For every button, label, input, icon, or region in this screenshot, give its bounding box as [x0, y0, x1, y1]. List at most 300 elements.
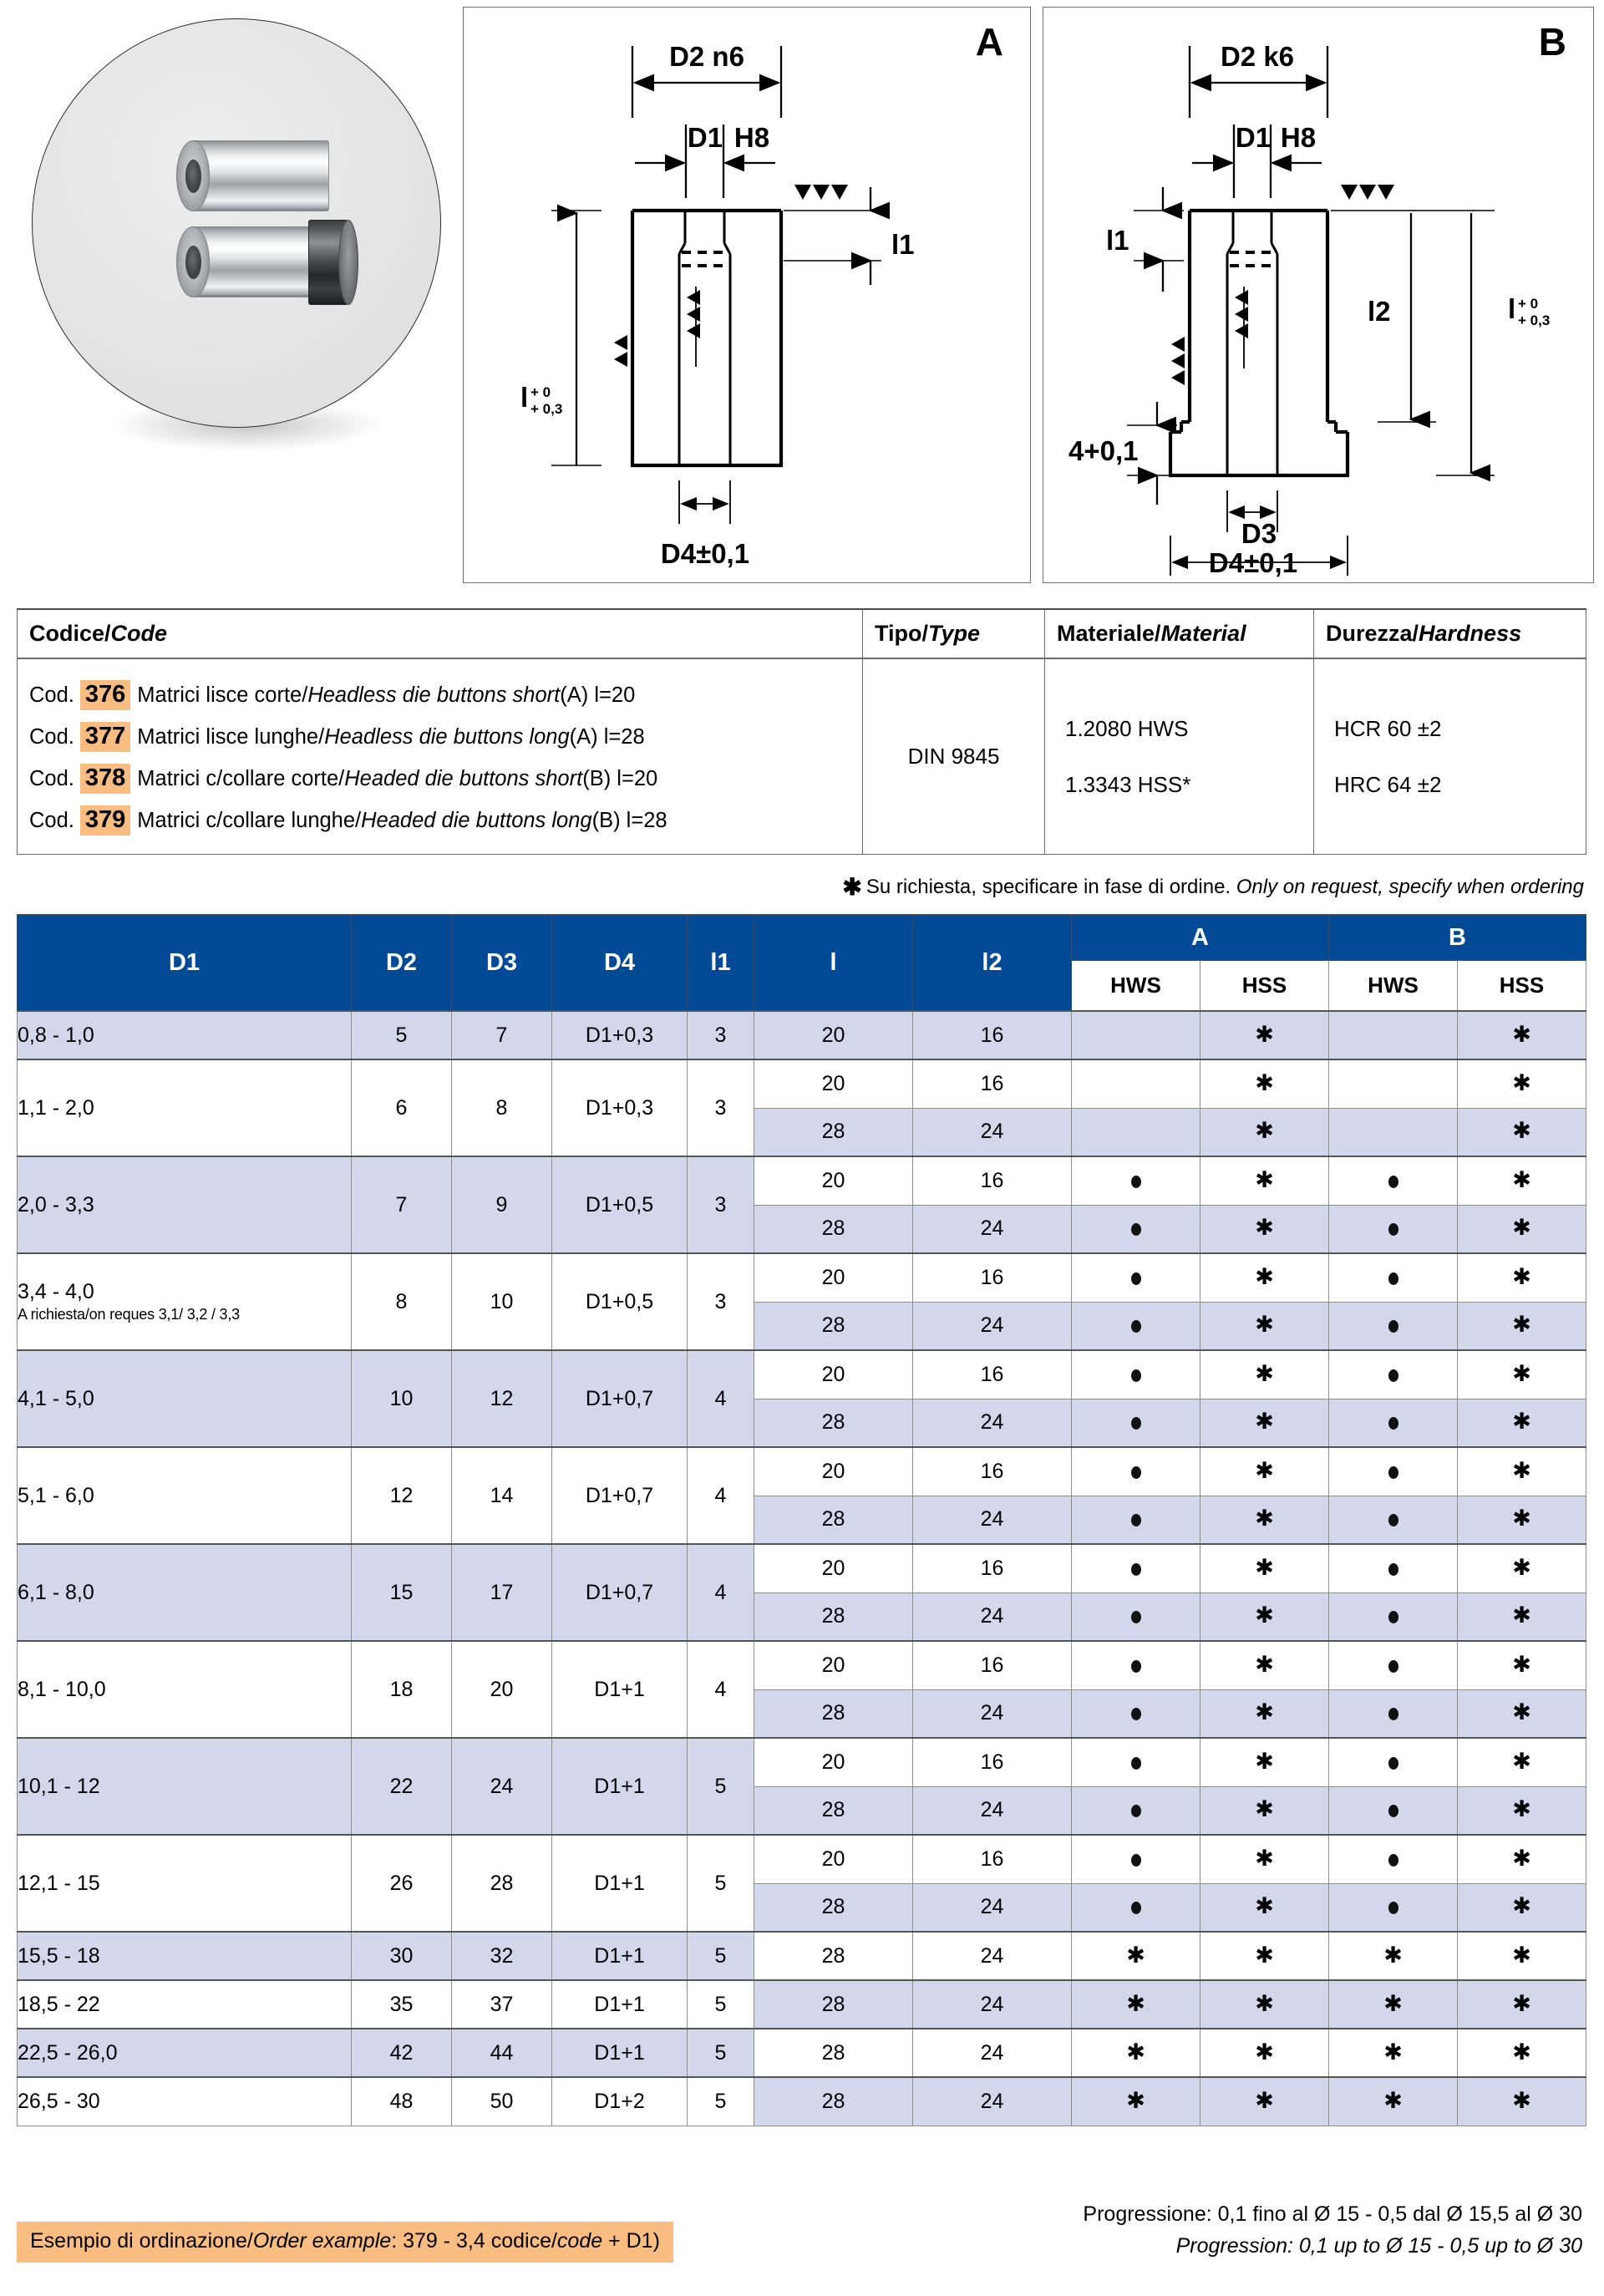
code-number-379: 379: [80, 805, 130, 836]
cell-a-hss: [1200, 1205, 1329, 1253]
cell-a-hss: [1200, 2077, 1329, 2126]
availability-star-icon: ✱: [1512, 1893, 1531, 1919]
col-header-a-hws: HWS: [1072, 961, 1200, 1012]
availability-star-icon: ✱: [1255, 1069, 1274, 1095]
headless-die-button-hole: [185, 160, 201, 193]
cell-a-hws: [1072, 1738, 1200, 1786]
cell-a-hws: [1072, 2029, 1200, 2077]
drawing-b-letter: B: [1538, 20, 1566, 63]
drawing-b-d3-label: D3: [1241, 518, 1277, 549]
availability-dot-icon: [1131, 1653, 1141, 1677]
type-header-it: Tipo/: [875, 621, 928, 646]
dimensions-table: [17, 914, 1586, 2126]
drawing-b-collar-label: 4+0,1: [1068, 435, 1139, 466]
cell-d2: 48: [352, 2077, 452, 2126]
table-row: [18, 1156, 1586, 1205]
cell-d3: 20: [452, 1641, 552, 1738]
cell-l: 28: [754, 1592, 913, 1641]
cell-d1: 22,5 - 26,0: [18, 2029, 352, 2077]
code-prefix-377: Cod.: [29, 724, 74, 749]
note-text-it: Su richiesta, specificare in fase di ordine.: [865, 876, 1231, 898]
cell-l1: 4: [688, 1447, 754, 1544]
availability-star-icon: ✱: [1255, 2039, 1274, 2065]
cell-b-hws: [1329, 1932, 1458, 1980]
cell-l2: 16: [913, 1350, 1072, 1399]
cell-l2: 16: [913, 1835, 1072, 1883]
technical-drawing-b: [1043, 7, 1594, 583]
cell-d4: D1+0,5: [552, 1253, 688, 1350]
availability-star-icon: ✱: [1255, 1360, 1274, 1386]
cell-d4: D1+0,7: [552, 1544, 688, 1641]
col-header-l1: l1: [688, 915, 754, 1011]
headless-die-button-body: [191, 140, 329, 211]
cell-d2: 6: [352, 1059, 452, 1156]
availability-dot-icon: [1131, 1750, 1141, 1774]
availability-dot-icon: [1131, 1847, 1141, 1871]
drawing-a-h8-label: H8: [733, 122, 770, 153]
code-table-header-code: [18, 609, 863, 658]
cell-a-hss: [1200, 1592, 1329, 1641]
table-row: [18, 2029, 1586, 2077]
availability-star-icon: ✱: [1255, 1312, 1274, 1338]
drawing-a-l-label: l: [520, 382, 529, 413]
code-suffix-376: (A) l=20: [560, 683, 636, 707]
cell-d3: 8: [452, 1059, 552, 1156]
col-header-d2: D2: [352, 915, 452, 1011]
cell-b-hws: [1329, 1205, 1458, 1253]
code-line-376[interactable]: [29, 680, 850, 710]
availability-dot-icon: [1388, 1653, 1398, 1677]
cell-a-hws: [1072, 1302, 1200, 1350]
cell-a-hss: [1200, 1108, 1329, 1156]
cell-a-hws: [1072, 1641, 1200, 1689]
cell-d4: D1+1: [552, 1738, 688, 1835]
roughness-symbol-outer: [614, 335, 627, 367]
availability-star-icon: ✱: [1126, 2039, 1145, 2065]
cell-d4: D1+0,7: [552, 1447, 688, 1544]
cell-d4: D1+0,5: [552, 1156, 688, 1253]
cell-d1: 15,5 - 18: [18, 1932, 352, 1980]
table-row: [18, 1980, 1586, 2029]
cell-d1-note: A richiesta/on reques 3,1/ 3,2 / 3,3: [18, 1306, 240, 1323]
cell-d2: 10: [352, 1350, 452, 1447]
cell-l: 20: [754, 1641, 913, 1689]
cell-d1: 6,1 - 8,0: [18, 1544, 352, 1641]
cell-l2: 16: [913, 1641, 1072, 1689]
cell-d1: 8,1 - 10,0: [18, 1641, 352, 1738]
progression-note: [1083, 2198, 1586, 2263]
cell-a-hws: [1072, 1011, 1200, 1059]
cell-d3: 32: [452, 1932, 552, 1980]
availability-star-icon: ✱: [1512, 1069, 1531, 1095]
type-header-en: Type: [928, 621, 981, 646]
availability-dot-icon: [1388, 1847, 1398, 1871]
cell-d3: 7: [452, 1011, 552, 1059]
cell-a-hss: [1200, 1156, 1329, 1205]
drawing-b-h8-label: H8: [1280, 122, 1317, 153]
availability-dot-icon: [1131, 1604, 1141, 1628]
cell-a-hws: [1072, 1883, 1200, 1932]
col-group-header-b: B: [1329, 915, 1586, 961]
cell-d1: 5,1 - 6,0: [18, 1447, 352, 1544]
availability-dot-icon: [1131, 1798, 1141, 1821]
cell-l2: 24: [913, 1786, 1072, 1835]
cell-a-hws: [1072, 1399, 1200, 1447]
availability-dot-icon: [1388, 1701, 1398, 1725]
cell-l1: 5: [688, 1738, 754, 1835]
cell-l: 20: [754, 1835, 913, 1883]
cell-b-hws: [1329, 1108, 1458, 1156]
cell-a-hss: [1200, 1835, 1329, 1883]
cell-l1: 3: [688, 1156, 754, 1253]
cell-l: 28: [754, 1108, 913, 1156]
cell-b-hss: [1458, 1156, 1586, 1205]
roughness-symbol-top: [794, 185, 848, 200]
cell-l2: 24: [913, 1399, 1072, 1447]
cell-l2: 16: [913, 1738, 1072, 1786]
cell-a-hws: [1072, 1932, 1200, 1980]
code-table-header-hardness: [1314, 609, 1586, 658]
cell-d3: 37: [452, 1980, 552, 2029]
cell-l: 20: [754, 1011, 913, 1059]
cell-a-hss: [1200, 1059, 1329, 1108]
hardness-value-cell: [1314, 658, 1586, 855]
code-desc-it-378: Matrici c/collare corte/: [137, 766, 345, 790]
roughness-symbol-top-b: [1341, 185, 1394, 200]
cell-l: 20: [754, 1544, 913, 1592]
cell-l2: 16: [913, 1253, 1072, 1302]
availability-dot-icon: [1388, 1363, 1398, 1386]
roughness-symbol-bore-b: [1235, 290, 1248, 338]
cell-d2: 35: [352, 1980, 452, 2029]
cell-d1: 4,1 - 5,0: [18, 1350, 352, 1447]
table-row: [18, 1544, 1586, 1592]
availability-dot-icon: [1388, 1895, 1398, 1918]
availability-star-icon: ✱: [1383, 2039, 1403, 2065]
code-number-378: 378: [80, 764, 130, 794]
cell-d2: 18: [352, 1641, 452, 1738]
request-note: [17, 873, 1586, 901]
col-header-l2: l2: [913, 915, 1072, 1011]
availability-star-icon: ✱: [1255, 1699, 1274, 1725]
availability-star-icon: ✱: [1512, 1506, 1531, 1532]
availability-star-icon: ✱: [1383, 1990, 1403, 2016]
cell-a-hss: [1200, 1399, 1329, 1447]
cell-b-hss: [1458, 1205, 1586, 1253]
availability-star-icon: ✱: [1383, 2087, 1403, 2113]
dimensions-header-row-1: [18, 915, 1586, 961]
cell-d1: 12,1 - 15: [18, 1835, 352, 1932]
code-suffix-378: (B) l=20: [582, 766, 658, 790]
material-line-2: 1.3343 HSS*: [1065, 771, 1191, 797]
code-header-it: Codice/: [29, 621, 111, 646]
cell-a-hws: [1072, 1544, 1200, 1592]
availability-dot-icon: [1388, 1798, 1398, 1821]
cell-a-hws: [1072, 1156, 1200, 1205]
drawing-b-d1-label: D1: [1235, 122, 1272, 153]
cell-l2: 16: [913, 1544, 1072, 1592]
cell-a-hws: [1072, 1350, 1200, 1399]
cell-d3: 24: [452, 1738, 552, 1835]
table-row: [18, 1835, 1586, 1883]
headed-die-button-hole-2: [185, 246, 201, 279]
page-footer: [17, 2198, 1586, 2263]
drawing-a-letter: A: [975, 20, 1003, 63]
availability-star-icon: ✱: [1255, 1506, 1274, 1532]
cell-l: 28: [754, 1980, 913, 2029]
cell-d1: 2,0 - 3,3: [18, 1156, 352, 1253]
code-table-header-row: [18, 609, 1586, 658]
cell-d1: 1,1 - 2,0: [18, 1059, 352, 1156]
cell-l1: 5: [688, 2029, 754, 2077]
availability-dot-icon: [1388, 1750, 1398, 1774]
cell-l2: 16: [913, 1059, 1072, 1108]
availability-star-icon: ✱: [1255, 1796, 1274, 1822]
order-example-en: Order example: [252, 2229, 392, 2253]
cell-l: 28: [754, 1205, 913, 1253]
cell-b-hws: [1329, 1641, 1458, 1689]
cell-b-hss: [1458, 1592, 1586, 1641]
availability-star-icon: ✱: [1512, 1312, 1531, 1338]
cell-d2: 30: [352, 1932, 452, 1980]
availability-dot-icon: [1388, 1217, 1398, 1240]
table-row: [18, 1447, 1586, 1496]
material-line-1: 1.2080 HWS: [1065, 716, 1189, 742]
material-header-it: Materiale/: [1057, 621, 1161, 646]
availability-star-icon: ✱: [1512, 1166, 1531, 1192]
availability-dot-icon: [1131, 1266, 1141, 1289]
cell-l: 28: [754, 1302, 913, 1350]
availability-dot-icon: [1131, 1363, 1141, 1386]
roughness-symbol-bore: [687, 290, 700, 338]
cell-a-hss: [1200, 1302, 1329, 1350]
technical-drawing-a: [463, 7, 1031, 583]
availability-star-icon: ✱: [1512, 1554, 1531, 1580]
cell-l1: 5: [688, 2077, 754, 2126]
cell-a-hws: [1072, 1496, 1200, 1544]
cell-b-hws: [1329, 1253, 1458, 1302]
cell-b-hss: [1458, 1108, 1586, 1156]
availability-star-icon: ✱: [1255, 1845, 1274, 1871]
availability-dot-icon: [1388, 1460, 1398, 1483]
cell-l: 28: [754, 1689, 913, 1738]
cell-b-hss: [1458, 1883, 1586, 1932]
cell-l2: 24: [913, 1108, 1072, 1156]
cell-b-hws: [1329, 1544, 1458, 1592]
progression-en: Progression: 0,1 up to Ø 15 - 0,5 up to Ø 30: [1175, 2234, 1582, 2258]
table-row: [18, 1350, 1586, 1399]
drawing-a-d1-label: D1: [687, 122, 723, 153]
cell-d1: 18,5 - 22: [18, 1980, 352, 2029]
availability-dot-icon: [1131, 1460, 1141, 1483]
cell-b-hss: [1458, 1544, 1586, 1592]
availability-star-icon: ✱: [1512, 1651, 1531, 1677]
cell-l1: 3: [688, 1011, 754, 1059]
cell-b-hws: [1329, 1980, 1458, 2029]
availability-star-icon: ✱: [1255, 2087, 1274, 2113]
drawing-b-l2-label: l2: [1368, 296, 1391, 327]
drawing-a-l-tol-lower: + 0,3: [530, 401, 563, 417]
cell-b-hws: [1329, 1496, 1458, 1544]
cell-b-hss: [1458, 1980, 1586, 2029]
type-value-cell: DIN 9845: [863, 658, 1045, 855]
cell-a-hws: [1072, 1059, 1200, 1108]
cell-l: 28: [754, 1932, 913, 1980]
cell-d1: 0,8 - 1,0: [18, 1011, 352, 1059]
availability-dot-icon: [1131, 1895, 1141, 1918]
drawing-b-svg: [1043, 8, 1594, 583]
cell-a-hss: [1200, 1253, 1329, 1302]
cell-a-hss: [1200, 1883, 1329, 1932]
cell-b-hws: [1329, 1399, 1458, 1447]
cell-d2: 8: [352, 1253, 452, 1350]
code-suffix-379: (B) l=28: [591, 808, 667, 832]
availability-dot-icon: [1131, 1410, 1141, 1434]
cell-l2: 24: [913, 1980, 1072, 2029]
drawing-a-svg: [464, 8, 1031, 583]
cell-b-hws: [1329, 1592, 1458, 1641]
col-header-a-hss: HSS: [1200, 961, 1329, 1012]
cell-b-hws: [1329, 1689, 1458, 1738]
cell-l2: 16: [913, 1011, 1072, 1059]
code-number-376: 376: [80, 680, 130, 710]
cell-b-hws: [1329, 1447, 1458, 1496]
col-header-l: l: [754, 915, 913, 1011]
code-line-379[interactable]: [29, 805, 850, 836]
cell-a-hss: [1200, 1011, 1329, 1059]
code-table-body-row: [18, 658, 1586, 855]
availability-star-icon: ✱: [1383, 1942, 1403, 1968]
availability-star-icon: ✱: [1512, 1409, 1531, 1435]
cell-l2: 24: [913, 1883, 1072, 1932]
cell-a-hss: [1200, 1932, 1329, 1980]
code-list-cell: [18, 658, 863, 855]
cell-l: 28: [754, 1883, 913, 1932]
cell-d1: 26,5 - 30: [18, 2077, 352, 2126]
cell-d3: 17: [452, 1544, 552, 1641]
availability-dot-icon: [1131, 1217, 1141, 1240]
cell-b-hws: [1329, 1738, 1458, 1786]
cell-d4: D1+1: [552, 1932, 688, 1980]
table-row: [18, 1059, 1586, 1108]
cell-b-hws: [1329, 1011, 1458, 1059]
cell-a-hss: [1200, 1641, 1329, 1689]
cell-l1: 3: [688, 1253, 754, 1350]
cell-b-hss: [1458, 1932, 1586, 1980]
code-table-header-material: [1045, 609, 1314, 658]
cell-l1: 4: [688, 1544, 754, 1641]
availability-star-icon: ✱: [1255, 1118, 1274, 1144]
hardness-header-it: Durezza/: [1326, 621, 1419, 646]
availability-star-icon: ✱: [1255, 1215, 1274, 1241]
cell-l: 28: [754, 1496, 913, 1544]
drawing-b-l-tol-lower: + 0,3: [1518, 312, 1551, 328]
availability-star-icon: ✱: [1255, 1457, 1274, 1483]
cell-a-hws: [1072, 2077, 1200, 2126]
cell-d1: 10,1 - 12: [18, 1738, 352, 1835]
code-desc-it-377: Matrici lisce lunghe/: [137, 724, 325, 749]
cell-l1: 4: [688, 1641, 754, 1738]
cell-a-hws: [1072, 1205, 1200, 1253]
availability-star-icon: ✱: [1512, 2039, 1531, 2065]
cell-a-hss: [1200, 1980, 1329, 2029]
cell-l1: 5: [688, 1835, 754, 1932]
code-number-377: 377: [80, 722, 130, 752]
table-row: [18, 1738, 1586, 1786]
headed-die-button-collar-face: [338, 220, 358, 305]
cell-d2: 12: [352, 1447, 452, 1544]
cell-l1: 4: [688, 1350, 754, 1447]
col-header-d3: D3: [452, 915, 552, 1011]
cell-a-hss: [1200, 1447, 1329, 1496]
cell-d3: 44: [452, 2029, 552, 2077]
table-row: [18, 1641, 1586, 1689]
cell-l: 20: [754, 1350, 913, 1399]
cell-l: 20: [754, 1253, 913, 1302]
cell-b-hss: [1458, 1350, 1586, 1399]
cell-d4: D1+1: [552, 2029, 688, 2077]
availability-dot-icon: [1131, 1169, 1141, 1192]
drawing-b-d2-label: D2 k6: [1220, 41, 1295, 72]
cell-l: 20: [754, 1447, 913, 1496]
cell-l2: 24: [913, 1302, 1072, 1350]
cell-b-hss: [1458, 1253, 1586, 1302]
order-example-box: [17, 2222, 673, 2263]
col-header-b-hws: HWS: [1329, 961, 1458, 1012]
availability-star-icon: ✱: [1126, 2087, 1145, 2113]
order-example-code-it: code: [556, 2229, 603, 2253]
availability-star-icon: ✱: [1512, 1021, 1531, 1047]
cell-b-hss: [1458, 1059, 1586, 1108]
hardness-header-en: Hardness: [1419, 621, 1522, 646]
cell-l2: 24: [913, 1205, 1072, 1253]
availability-star-icon: ✱: [1255, 1603, 1274, 1628]
code-desc-it-379: Matrici c/collare lunghe/: [137, 808, 362, 832]
availability-star-icon: ✱: [1255, 1942, 1274, 1968]
cell-l2: 16: [913, 1156, 1072, 1205]
cell-b-hws: [1329, 1786, 1458, 1835]
cell-d4: D1+0,7: [552, 1350, 688, 1447]
drawing-b-l-label: l: [1508, 293, 1516, 324]
cell-b-hws: [1329, 1883, 1458, 1932]
cell-a-hss: [1200, 1544, 1329, 1592]
cell-d3: 12: [452, 1350, 552, 1447]
code-line-377[interactable]: [29, 722, 850, 752]
cell-b-hss: [1458, 1738, 1586, 1786]
availability-dot-icon: [1388, 1557, 1398, 1580]
code-prefix-376: Cod.: [29, 683, 74, 707]
product-photo: [17, 7, 451, 475]
code-line-378[interactable]: [29, 764, 850, 794]
col-group-header-a: A: [1072, 915, 1329, 961]
cell-a-hws: [1072, 1980, 1200, 2029]
code-suffix-377: (A) l=28: [569, 724, 645, 749]
availability-star-icon: ✱: [1512, 1360, 1531, 1386]
cell-d2: 7: [352, 1156, 452, 1253]
cell-b-hws: [1329, 2077, 1458, 2126]
availability-dot-icon: [1131, 1701, 1141, 1725]
availability-star-icon: ✱: [1512, 1796, 1531, 1822]
availability-dot-icon: [1388, 1313, 1398, 1337]
cell-d2: 15: [352, 1544, 452, 1641]
cell-d4: D1+0,3: [552, 1011, 688, 1059]
dimensions-table-body: [18, 1011, 1586, 2126]
headed-die-button-body: [191, 226, 315, 297]
cell-l2: 24: [913, 1496, 1072, 1544]
col-header-b-hss: HSS: [1458, 961, 1586, 1012]
availability-star-icon: ✱: [1512, 1118, 1531, 1144]
code-desc-en-377: Headless die buttons long: [324, 724, 570, 749]
